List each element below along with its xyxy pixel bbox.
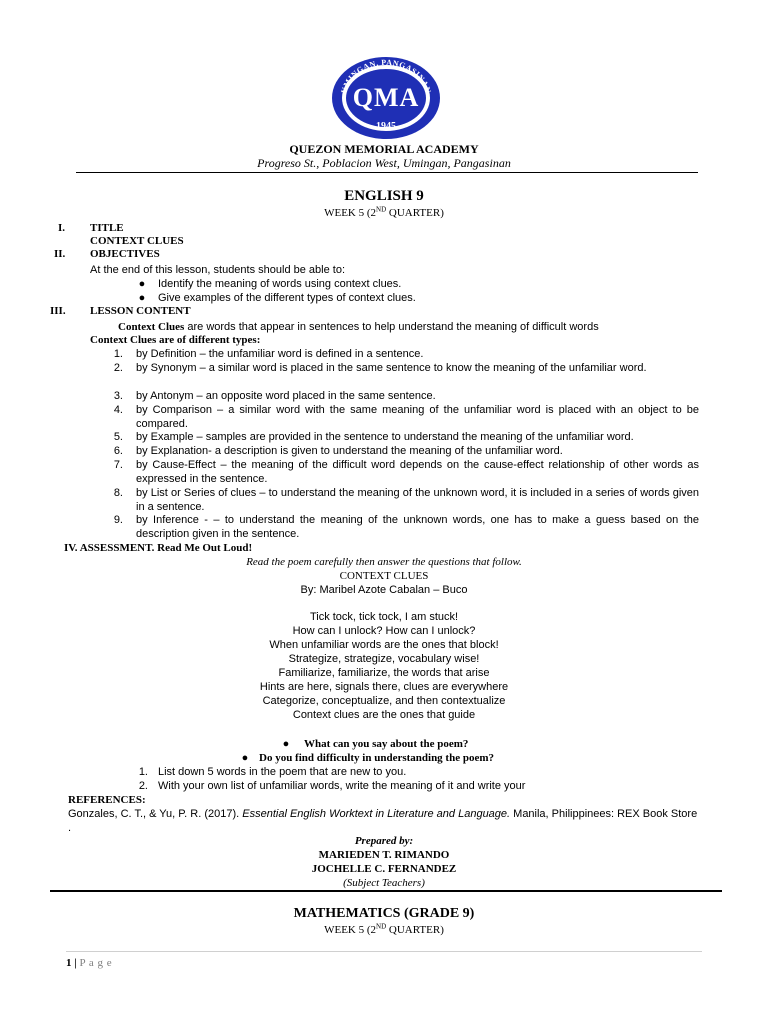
poem-line: Tick tock, tick tock, I am stuck! [309, 611, 459, 623]
section-num-lesson: III. [50, 305, 66, 317]
teacher-name: MARIEDEN T. RIMANDO [318, 849, 450, 861]
list-item: by Cause-Effect – the meaning of the difficult word depends on the cause-effect relationship of other words as expressed in the sentence. [136, 459, 699, 485]
school-address: Progreso St., Poblacion West, Umingan, Pangasinan [257, 156, 511, 170]
section-divider [50, 890, 722, 892]
question-item: What can you say about the poem? [304, 738, 469, 750]
page-footer [66, 957, 112, 969]
bullet-icon: ● [138, 278, 146, 290]
section-label-title: TITLE [90, 222, 124, 234]
list-item: by Example – samples are provided in the sentence to understand the meaning of the unfamiliar word. [136, 431, 634, 443]
footer-divider [66, 951, 702, 952]
objective-item: Identify the meaning of words using context clues. [158, 278, 402, 290]
page-number: 1 [66, 957, 72, 969]
page-label: P a g e [79, 957, 113, 969]
header-divider [76, 172, 698, 173]
school-name: QUEZON MEMORIAL ACADEMY [289, 142, 479, 156]
lesson-title-value: CONTEXT CLUES [90, 235, 184, 247]
logo-center-text: QMA [352, 83, 420, 112]
section-num-title: I. [58, 222, 66, 234]
logo-ring-text: UMINGAN, PANGASINAN [339, 57, 433, 95]
section-num-objectives: II. [54, 248, 66, 260]
list-item: by Antonym – an opposite word placed in the same sentence. [136, 390, 436, 402]
section-label-lesson: LESSON CONTENT [90, 305, 191, 317]
poem-line: How can I unlock? How can I unlock? [292, 625, 476, 637]
context-clues-definition: Context Clues are words that appear in sentences to help understand the meaning of difficult words [118, 321, 599, 333]
poem-line: Strategize, strategize, vocabulary wise! [288, 653, 480, 665]
english-week: WEEK 5 (2ND QUARTER) [324, 205, 444, 219]
list-number: 4. [113, 404, 123, 416]
list-item: by Explanation- a description is given to understand the meaning of the unfamiliar word. [136, 445, 563, 457]
list-number: 3. [113, 390, 123, 402]
school-logo [330, 55, 442, 141]
poem-line: When unfamiliar words are the ones that block! [269, 639, 499, 651]
bullet-icon: ● [282, 738, 290, 750]
list-number: 1. [113, 348, 123, 360]
poem-line: Familiarize, familiarize, the words that arise [278, 667, 490, 679]
list-number: 1. [138, 766, 148, 778]
poem-line: Categorize, conceptualize, and then contextualize [262, 695, 506, 707]
teacher-name: JOCHELLE C. FERNANDEZ [311, 863, 457, 875]
list-number: 2. [113, 362, 123, 374]
reference-entry: Gonzales, C. T., & Yu, P. R. (2017). Essential English Worktext in Literature and Language. Manila, Philippinees: REX Book Store . [68, 808, 698, 834]
list-number: 7. [113, 459, 123, 471]
poem-line: Hints are here, signals there, clues are everywhere [259, 681, 509, 693]
prepared-by-label: Prepared by: [354, 835, 414, 847]
list-number: 6. [113, 445, 123, 457]
list-number: 2. [138, 780, 148, 792]
task-item: List down 5 words in the poem that are new to you. [158, 766, 407, 778]
list-item: by Inference - – to understand the meaning of the unknown words, one has to make a guess based on the description given in the sentence. [136, 514, 699, 540]
math-subject-title: MATHEMATICS (GRADE 9) [293, 906, 475, 921]
footer-separator: | [74, 957, 77, 969]
list-item: by Definition – the unfamiliar word is defined in a sentence. [136, 348, 424, 360]
teacher-role: (Subject Teachers) [343, 877, 425, 889]
objectives-intro: At the end of this lesson, students should be able to: [90, 264, 346, 276]
list-number: 5. [113, 431, 123, 443]
bullet-icon: ● [241, 752, 249, 764]
section-assessment: IV. ASSESSMENT. Read Me Out Loud! [64, 542, 253, 554]
list-number: 9. [113, 514, 123, 526]
poem-author: By: Maribel Azote Cabalan – Buco [300, 584, 468, 596]
list-item: by Synonym – a similar word is placed in the same sentence to know the meaning of the unfamiliar word. [136, 362, 647, 374]
math-week: WEEK 5 (2ND QUARTER) [324, 922, 444, 936]
poem-line: Context clues are the ones that guide [292, 709, 476, 721]
list-item: by List or Series of clues – to understand the meaning of the unknown word, it is included in a series of words given in a sentence. [136, 487, 699, 513]
types-heading: Context Clues are of different types: [90, 334, 261, 346]
bullet-icon: ● [138, 292, 146, 304]
list-item: by Comparison – a similar word with the same meaning of the unfamiliar word is placed with an object to be compared. [136, 404, 699, 430]
poem-title: CONTEXT CLUES [339, 570, 429, 582]
poem-instruction: Read the poem carefully then answer the questions that follow. [246, 556, 522, 568]
question-item: Do you find difficulty in understanding the poem? [259, 752, 495, 764]
logo-year: 1945 [376, 121, 396, 132]
references-heading: REFERENCES: [68, 794, 146, 806]
objective-item: Give examples of the different types of context clues. [158, 292, 416, 304]
task-item: With your own list of unfamiliar words, write the meaning of it and write your [158, 780, 526, 792]
english-subject-title: ENGLISH 9 [344, 188, 424, 204]
list-number: 8. [113, 487, 123, 499]
section-label-objectives: OBJECTIVES [90, 248, 160, 260]
